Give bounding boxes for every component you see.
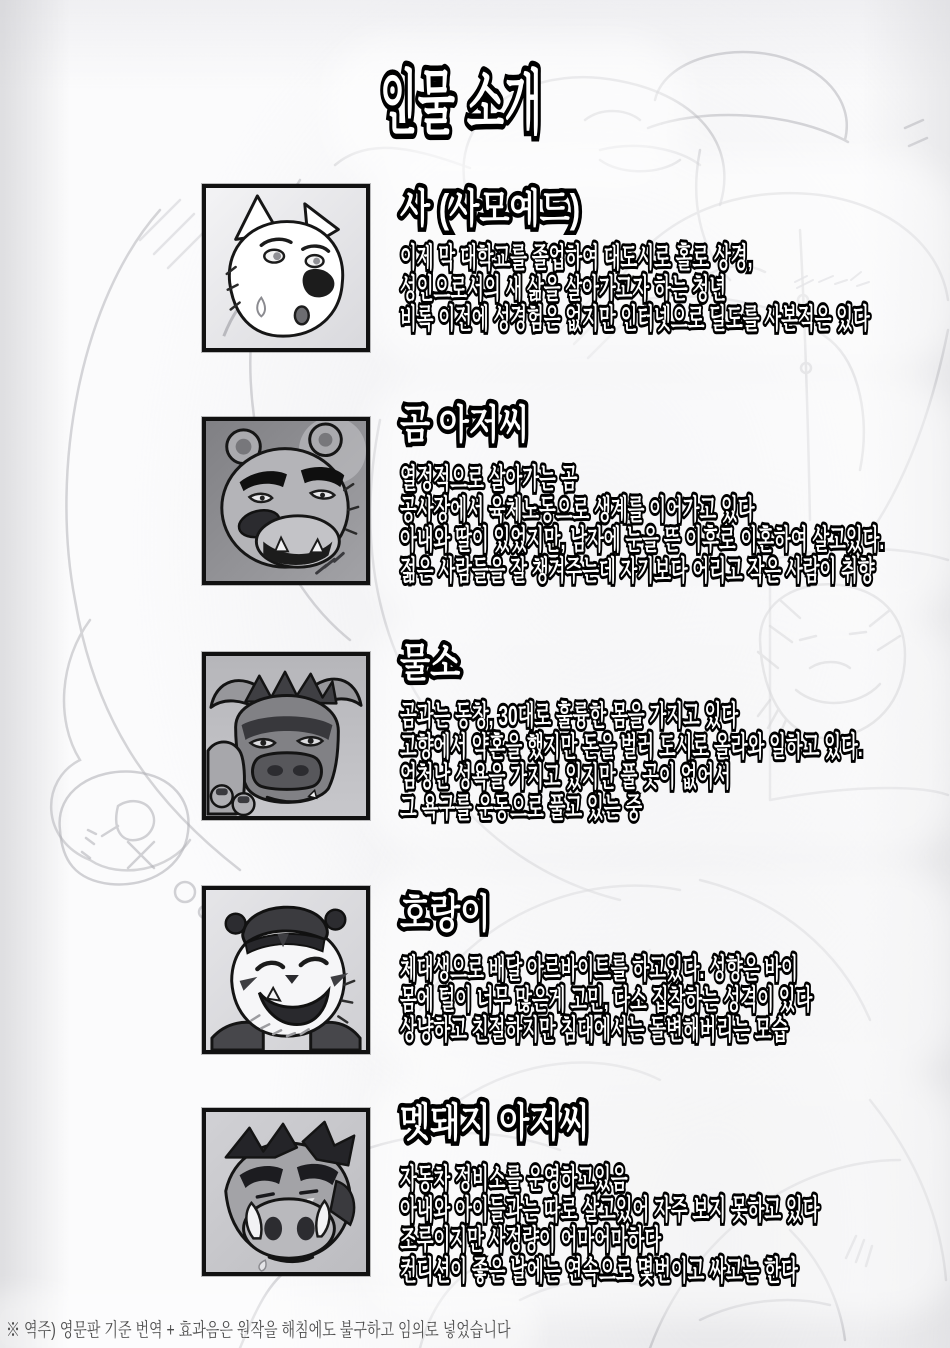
portrait-buffalo bbox=[202, 652, 370, 820]
tiger-illustration bbox=[206, 890, 366, 1050]
character-description-bear bbox=[400, 464, 950, 586]
description-line: 엄청난 성욕을 가지고 있지만 풀 곳이 없어서 엄청난 성욕을 가지고 있지만 풀 곳이 없어서 bbox=[400, 762, 863, 793]
character-name-bear: 곰 아저씨 곰 아저씨 bbox=[400, 402, 529, 448]
description-line: 그 욕구를 운동으로 풀고 있는 중 그 욕구를 운동으로 풀고 있는 중 bbox=[400, 793, 863, 824]
buffalo-illustration bbox=[206, 656, 366, 816]
description-line: 자동차 정비소를 운영하고있음 자동차 정비소를 운영하고있음 bbox=[400, 1164, 819, 1195]
boar-illustration bbox=[206, 1112, 366, 1272]
description-line: 고향에서 약혼을 했지만 돈을 벌러 도시로 올라와 일하고 있다. 고향에서 약혼을 했지만 돈을 벌러 도시로 올라와 일하고 있다. bbox=[400, 732, 863, 763]
character-description-tiger bbox=[400, 954, 950, 1046]
translator-note: ※ 역주) 영문판 기준 번역 + 효과음은 원작을 해침에도 불구하고 임의로 넣었습니다 bbox=[6, 1320, 511, 1341]
character-name-boar: 멧돼지 아저씨 멧돼지 아저씨 bbox=[400, 1100, 590, 1146]
portrait-samoyed bbox=[202, 184, 370, 352]
description-line: 조루이지만 사정량이 어마어마하다 조루이지만 사정량이 어마어마하다 bbox=[400, 1225, 819, 1256]
description-line: 아내와 아이들과는 따로 살고있어 자주 보지 못하고 있다 아내와 아이들과는 따로 살고있어 자주 보지 못하고 있다 bbox=[400, 1195, 819, 1226]
samoyed-illustration bbox=[206, 188, 366, 348]
portrait-tiger bbox=[202, 886, 370, 1054]
description-line: 아내와 딸이 있었지만, 남자에 눈을 뜬 이후로 이혼하여 살고있다. 아내와 딸이 있었지만, 남자에 눈을 뜬 이후로 이혼하여 살고있다. bbox=[400, 525, 884, 556]
character-name-tiger: 호랑이 호랑이 bbox=[400, 891, 490, 937]
description-line: 체대생으로 배달 아르바이트를 하고있다. 성향은 바이 체대생으로 배달 아르바이트를 하고있다. 성향은 바이 bbox=[400, 954, 812, 985]
thought-bubble-sketch bbox=[60, 772, 211, 918]
description-line: 열정적으로 살아가는 곰 열정적으로 살아가는 곰 bbox=[400, 464, 884, 495]
portrait-bear bbox=[202, 417, 370, 585]
character-name-samoyed: 사 (사모예드) 사 (사모예드) bbox=[400, 186, 580, 232]
character-description-samoyed bbox=[400, 243, 950, 335]
description-line: 젊은 사람들을 잘 챙겨주는데 자기보다 어리고 작은 사람이 취향 젊은 사람들을 잘 챙겨주는데 자기보다 어리고 작은 사람이 취향 bbox=[400, 556, 884, 587]
description-line: 공사장에서 육체노동으로 생계를 이어가고 있다 공사장에서 육체노동으로 생계를 이어가고 있다 bbox=[400, 495, 884, 526]
description-line: 컨디션이 좋은 날에는 연속으로 몇번이고 싸고는 한다 컨디션이 좋은 날에는 연속으로 몇번이고 싸고는 한다 bbox=[400, 1256, 819, 1287]
description-line: 몸에 털이 너무 많은게 고민, 다소 집착하는 성격이 있다 몸에 털이 너무 많은게 고민, 다소 집착하는 성격이 있다 bbox=[400, 985, 812, 1016]
portrait-boar bbox=[202, 1108, 370, 1276]
character-name-buffalo: 물소 물소 bbox=[400, 640, 460, 686]
description-line: 이제 막 대학교를 졸업하여 대도시로 홀로 상경, 이제 막 대학교를 졸업하여 대도시로 홀로 상경, bbox=[400, 243, 870, 274]
description-line: 곰과는 동창, 30대로 훌륭한 몸을 가지고 있다 곰과는 동창, 30대로 훌륭한 몸을 가지고 있다 bbox=[400, 701, 863, 732]
page-title: 인물 소개 인물 소개 bbox=[380, 66, 542, 140]
character-description-buffalo bbox=[400, 701, 950, 823]
bear-illustration bbox=[206, 421, 366, 581]
description-line: 비록 이전에 성경험은 없지만 인터넷으로 딜도를 사본적은 있다 비록 이전에 성경험은 없지만 인터넷으로 딜도를 사본적은 있다 bbox=[400, 304, 870, 335]
description-line: 상냥하고 친절하지만 침대에서는 돌변해버리는 모습 상냥하고 친절하지만 침대에서는 돌변해버리는 모습 bbox=[400, 1015, 812, 1046]
description-line: 성인으로서의 새 삶을 살아가고자 하는 청년 성인으로서의 새 삶을 살아가고자 하는 청년 bbox=[400, 274, 870, 305]
character-description-boar bbox=[400, 1164, 950, 1286]
